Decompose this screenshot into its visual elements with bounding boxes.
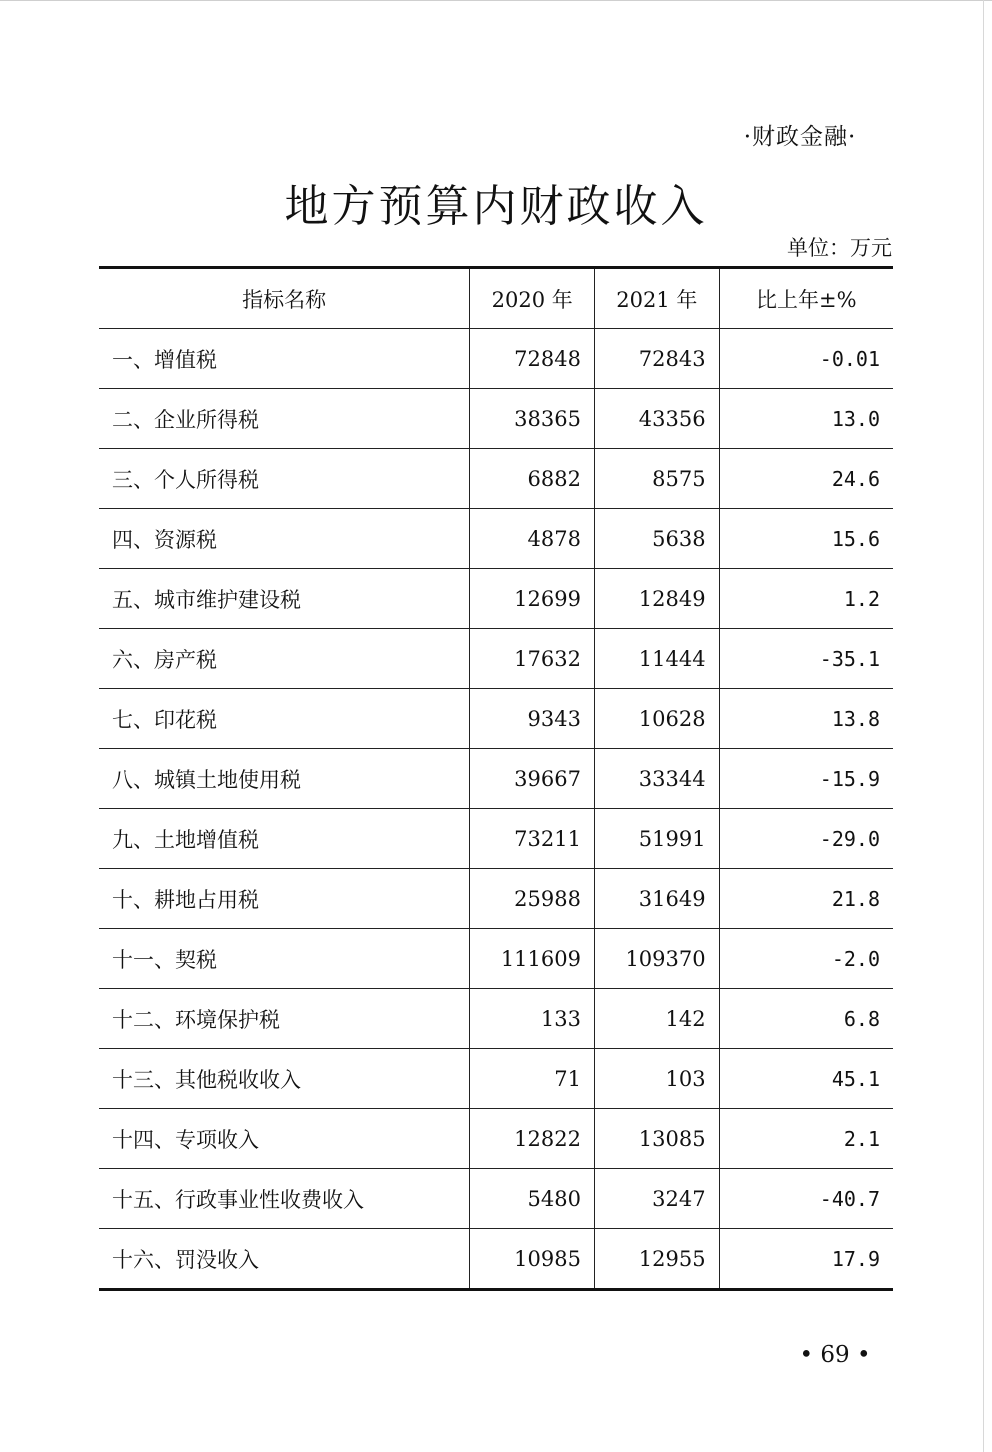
value-2021-cell: 142 bbox=[594, 989, 719, 1049]
value-2020-cell: 25988 bbox=[470, 869, 595, 929]
indicator-name-cell: 十二、环境保护税 bbox=[99, 989, 470, 1049]
value-2021-cell: 12849 bbox=[594, 569, 719, 629]
change-pct-cell: 13.0 bbox=[719, 389, 893, 449]
change-pct-cell: 24.6 bbox=[719, 449, 893, 509]
indicator-name-cell: 一、增值税 bbox=[99, 329, 470, 389]
value-2020-cell: 12699 bbox=[470, 569, 595, 629]
change-pct-cell: 17.9 bbox=[831, 1246, 880, 1271]
value-2020-cell: 72848 bbox=[470, 329, 595, 389]
indicator-name-cell: 二、企业所得税 bbox=[99, 389, 470, 449]
value-2021-cell: 72843 bbox=[594, 329, 719, 389]
table-row bbox=[99, 509, 893, 569]
table-row bbox=[99, 1169, 893, 1229]
change-pct-cell: 45.1 bbox=[719, 1049, 893, 1109]
page-number: • 69 • bbox=[799, 1342, 871, 1368]
table-header-row bbox=[99, 268, 893, 329]
value-2021-cell: 13085 bbox=[594, 1109, 719, 1169]
value-2020-cell: 17632 bbox=[470, 629, 595, 689]
indicator-name-cell: 十六、罚没收入 bbox=[99, 1229, 470, 1290]
table-row bbox=[99, 389, 893, 449]
value-2021-cell: 33344 bbox=[594, 749, 719, 809]
value-2020-cell: 10985 bbox=[470, 1229, 595, 1290]
change-pct-cell: 13.8 bbox=[719, 689, 893, 749]
change-pct-cell: 6.8 bbox=[719, 989, 893, 1049]
page-top-rule bbox=[0, 0, 992, 1]
value-2020-cell: 6882 bbox=[470, 449, 595, 509]
change-pct-cell: -2.0 bbox=[719, 929, 893, 989]
page-title: 地方预算内财政收入 bbox=[284, 181, 708, 232]
value-2021-cell: 3247 bbox=[594, 1169, 719, 1229]
value-2021-cell: 12955 bbox=[594, 1229, 719, 1290]
change-pct-cell: 15.6 bbox=[719, 509, 893, 569]
table-row bbox=[99, 1049, 893, 1109]
value-2021-cell: 103 bbox=[594, 1049, 719, 1109]
value-2020-cell: 12822 bbox=[470, 1109, 595, 1169]
change-pct-cell: 1.2 bbox=[719, 569, 893, 629]
column-header-indicator: 指标名称 bbox=[99, 268, 470, 329]
value-2021-cell: 31649 bbox=[594, 869, 719, 929]
value-2021-cell: 51991 bbox=[594, 809, 719, 869]
value-2021-cell: 109370 bbox=[594, 929, 719, 989]
value-2020-cell: 5480 bbox=[470, 1169, 595, 1229]
table-row bbox=[99, 749, 893, 809]
change-pct-cell: 21.8 bbox=[719, 869, 893, 929]
value-2021-cell: 11444 bbox=[594, 629, 719, 689]
indicator-name-cell: 三、个人所得税 bbox=[99, 449, 470, 509]
table-row bbox=[99, 989, 893, 1049]
column-header-2020: 2020 年 bbox=[470, 268, 595, 329]
section-label: ·财政金融· bbox=[743, 124, 857, 150]
value-2021-cell: 10628 bbox=[594, 689, 719, 749]
table-row bbox=[99, 449, 893, 509]
indicator-name-cell: 六、房产税 bbox=[99, 629, 470, 689]
indicator-name-cell: 九、土地增值税 bbox=[99, 809, 470, 869]
change-pct-cell: -15.9 bbox=[719, 749, 893, 809]
indicator-name-cell: 十一、契税 bbox=[99, 929, 470, 989]
value-2021-cell: 43356 bbox=[594, 389, 719, 449]
value-2021-cell: 5638 bbox=[594, 509, 719, 569]
indicator-name-cell: 十、耕地占用税 bbox=[99, 869, 470, 929]
table-row bbox=[99, 1109, 893, 1169]
table-row bbox=[99, 629, 893, 689]
change-pct-cell: -29.0 bbox=[719, 809, 893, 869]
column-header-2021: 2021 年 bbox=[594, 268, 719, 329]
value-2020-cell: 4878 bbox=[470, 509, 595, 569]
value-2020-cell: 133 bbox=[470, 989, 595, 1049]
value-2020-cell: 38365 bbox=[470, 389, 595, 449]
value-2020-cell: 9343 bbox=[470, 689, 595, 749]
indicator-name-cell: 五、城市维护建设税 bbox=[99, 569, 470, 629]
value-2020-cell: 71 bbox=[470, 1049, 595, 1109]
table-row bbox=[99, 329, 893, 389]
table-row bbox=[99, 1229, 893, 1290]
change-pct-cell: 2.1 bbox=[719, 1109, 893, 1169]
unit-label: 单位：万元 bbox=[787, 236, 892, 260]
table-row bbox=[99, 689, 893, 749]
change-pct-cell: -0.01 bbox=[719, 329, 893, 389]
indicator-name-cell: 七、印花税 bbox=[99, 689, 470, 749]
indicator-name-cell: 四、资源税 bbox=[99, 509, 470, 569]
table-row bbox=[99, 809, 893, 869]
change-pct-cell: -35.1 bbox=[719, 629, 893, 689]
revenue-table bbox=[99, 266, 893, 1291]
change-pct-cell: -40.7 bbox=[719, 1169, 893, 1229]
indicator-name-cell: 十五、行政事业性收费收入 bbox=[99, 1169, 470, 1229]
column-header-change-pct: 比上年±% bbox=[719, 268, 893, 329]
table-row bbox=[99, 929, 893, 989]
table-row bbox=[99, 869, 893, 929]
indicator-name-cell: 八、城镇土地使用税 bbox=[99, 749, 470, 809]
value-2020-cell: 111609 bbox=[470, 929, 595, 989]
indicator-name-cell: 十三、其他税收收入 bbox=[99, 1049, 470, 1109]
value-2021-cell: 8575 bbox=[594, 449, 719, 509]
table-row bbox=[99, 569, 893, 629]
table-body bbox=[99, 329, 893, 1290]
indicator-name-cell: 十四、专项收入 bbox=[99, 1109, 470, 1169]
value-2020-cell: 39667 bbox=[470, 749, 595, 809]
value-2020-cell: 73211 bbox=[470, 809, 595, 869]
